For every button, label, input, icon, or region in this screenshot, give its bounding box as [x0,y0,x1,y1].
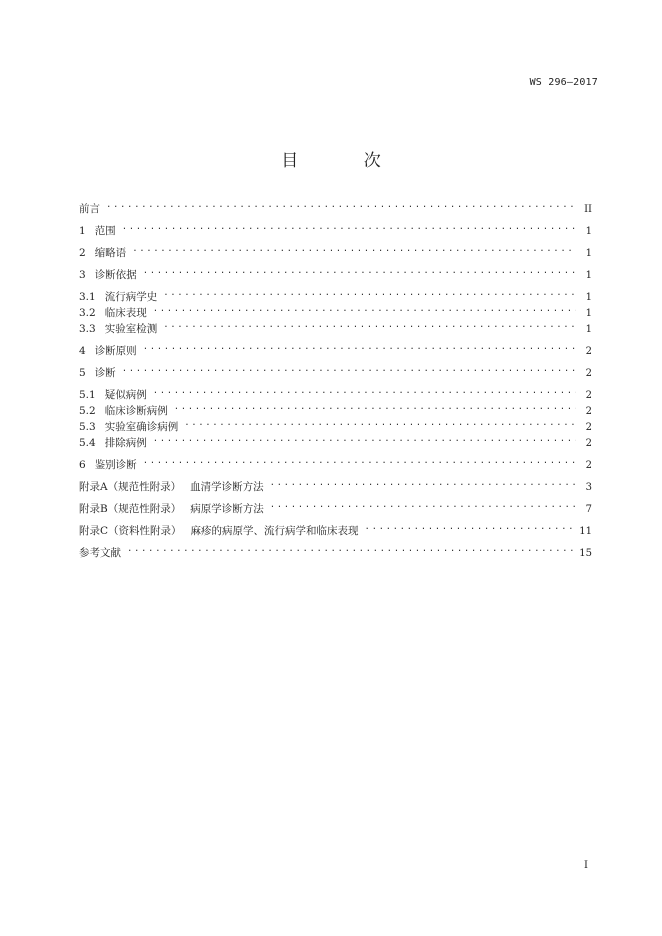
toc-entry-label: 范围 [94,225,116,237]
document-code: WS 296—2017 [529,77,598,88]
toc-entry-number: 附录B（规范性附录） [79,503,182,515]
toc-entry-page: 3 [585,482,592,493]
toc-entry-2[interactable] [79,244,592,260]
toc-entry-number: 3.3 [79,323,96,335]
toc-entry-foreword[interactable] [79,200,592,216]
toc-entry-label: 鉴别诊断 [94,459,137,471]
toc-entry-4[interactable] [79,342,592,358]
toc-entry-label: 麻疹的病原学、流行病学和临床表现 [190,525,359,537]
toc-entry-5-1[interactable] [79,386,592,402]
toc-entry-page: 2 [585,460,592,471]
toc-leader-dots [153,434,576,446]
table-of-contents [79,200,592,560]
toc-entry-3[interactable] [79,266,592,282]
toc-leader-dots [184,418,576,430]
toc-entry-references[interactable] [79,544,592,560]
toc-leader-dots [174,402,576,414]
toc-leader-dots [365,522,574,534]
toc-entry-label: 参考文献 [79,547,121,559]
toc-leader-dots [270,478,576,490]
toc-leader-dots [143,456,576,468]
toc-entry-number: 1 [79,225,86,237]
toc-leader-dots [143,342,576,354]
toc-entry-5[interactable] [79,364,592,380]
toc-leader-dots [153,304,576,316]
toc-entry-number: 4 [79,345,86,357]
toc-entry-number: 5.3 [79,421,96,433]
toc-entry-label: 疑似病例 [104,389,147,401]
toc-entry-page: 2 [585,422,592,433]
toc-leader-dots [132,244,576,256]
toc-entry-page: 11 [579,526,592,537]
toc-entry-page: 1 [585,292,592,303]
toc-entry-label: 临床表现 [104,307,147,319]
toc-entry-label: 病原学诊断方法 [190,503,264,515]
toc-leader-dots [163,288,576,300]
toc-leader-dots [122,222,576,234]
toc-entry-3-3[interactable] [79,320,592,336]
page-title: 目 次 [281,151,411,171]
toc-entry-page: 1 [585,324,592,335]
toc-entry-appendix-c[interactable] [79,522,592,538]
toc-entry-page: 1 [585,270,592,281]
toc-entry-1[interactable] [79,222,592,238]
toc-entry-label: 临床诊断病例 [104,405,168,417]
toc-entry-page: 1 [585,248,592,259]
toc-entry-page: 2 [585,390,592,401]
toc-entry-page: 1 [585,308,592,319]
toc-entry-number: 5 [79,367,86,379]
toc-entry-number: 2 [79,247,86,259]
toc-entry-number: 5.1 [79,389,96,401]
toc-entry-page: 1 [585,226,592,237]
toc-entry-page: 2 [585,438,592,449]
toc-entry-label: 前言 [79,203,100,215]
toc-entry-label: 诊断 [94,367,116,379]
toc-entry-page: II [584,204,592,215]
toc-entry-page: 15 [579,548,592,559]
toc-leader-dots [153,386,576,398]
toc-entry-5-3[interactable] [79,418,592,434]
toc-entry-number: 附录C（资料性附录） [79,525,182,537]
toc-leader-dots [143,266,576,278]
toc-entry-label: 缩略语 [94,247,127,259]
toc-entry-number: 附录A（规范性附录） [79,481,182,493]
toc-entry-label: 诊断依据 [94,269,137,281]
toc-entry-label: 诊断原则 [94,345,137,357]
toc-entry-page: 2 [585,346,592,357]
toc-leader-dots [163,320,576,332]
toc-entry-number: 5.2 [79,405,96,417]
toc-entry-page: 2 [585,406,592,417]
toc-entry-label: 排除病例 [104,437,147,449]
toc-entry-label: 流行病学史 [104,291,158,303]
toc-entry-appendix-b[interactable] [79,500,592,516]
toc-entry-appendix-a[interactable] [79,478,592,494]
toc-leader-dots [122,364,576,376]
toc-entry-page: 2 [585,368,592,379]
toc-entry-label: 血清学诊断方法 [190,481,264,493]
toc-entry-3-1[interactable] [79,288,592,304]
toc-leader-dots [270,500,576,512]
toc-entry-label: 实验室确诊病例 [104,421,179,433]
toc-entry-5-2[interactable] [79,402,592,418]
toc-entry-number: 5.4 [79,437,96,449]
toc-entry-page: 7 [585,504,592,515]
toc-entry-number: 3.2 [79,307,96,319]
toc-entry-6[interactable] [79,456,592,472]
toc-entry-number: 3.1 [79,291,96,303]
page-number: I [584,860,588,871]
toc-leader-dots [127,544,573,556]
toc-entry-3-2[interactable] [79,304,592,320]
toc-leader-dots [106,200,576,212]
toc-entry-5-4[interactable] [79,434,592,450]
toc-entry-label: 实验室检测 [104,323,158,335]
toc-entry-number: 6 [79,459,86,471]
toc-entry-number: 3 [79,269,86,281]
